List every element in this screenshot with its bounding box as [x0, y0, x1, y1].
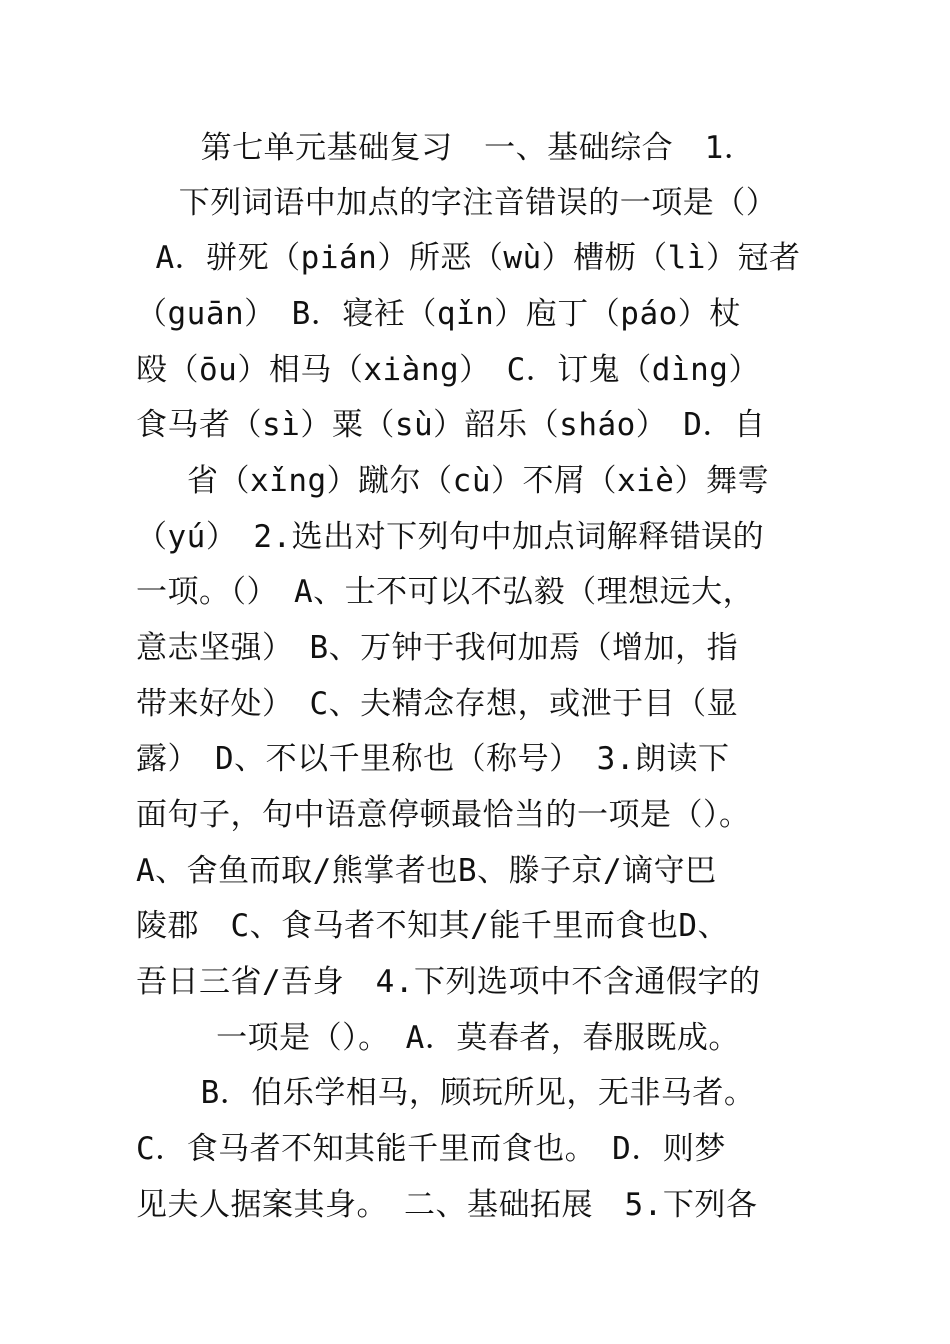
text-line: （yú） 2.选出对下列句中加点词解释错误的: [136, 519, 765, 555]
text-line: A、舍鱼而取/熊掌者也B、滕子京/谪守巴: [136, 853, 717, 889]
text-line: 见夫人据案其身。 二、基础拓展 5.下列各: [136, 1187, 758, 1223]
text-line: 面句子，句中语意停顿最恰当的一项是（）。: [136, 797, 751, 833]
text-line: 殴（ōu）相马（xiàng） C．订鬼（dìng）: [136, 352, 760, 388]
text-line: 带来好处） C、夫精念存想，或泄于目（显: [136, 686, 739, 722]
text-line: 省（xǐng）蹴尔（cù）不屑（xiè）舞雩: [187, 463, 769, 499]
text-line: 食马者（sì）粟（sù）韶乐（sháo） D．自: [136, 407, 766, 443]
text-line: 一项是（）。 A．莫春者，春服既成。: [216, 1020, 740, 1056]
text-line: C．食马者不知其能千里而食也。 D．则梦: [136, 1131, 726, 1167]
text-line: 第七单元基础复习 一、基础综合 1．: [200, 130, 756, 166]
text-line: 一项。（） A、士不可以不弘毅（理想远大，: [136, 574, 755, 610]
text-line: A．骈死（pián）所恶（wù）槽枥（lì）冠者: [155, 240, 801, 276]
text-line: 露） D、不以千里称也（称号） 3.朗读下: [136, 741, 730, 777]
text-line: 意志坚强） B、万钟于我何加焉（增加，指: [136, 630, 739, 666]
text-line: 下列词语中加点的字注音错误的一项是（）: [178, 185, 778, 221]
text-line: B．伯乐学相马，顾玩所见，无非马者。: [200, 1075, 756, 1111]
text-line: （guān） B．寝衽（qǐn）庖丁（páo）杖: [136, 296, 741, 332]
text-line: 吾日三省/吾身 4.下列选项中不含通假字的: [136, 964, 761, 1000]
text-line: 陵郡 C、食马者不知其/能千里而食也D、: [136, 908, 729, 944]
